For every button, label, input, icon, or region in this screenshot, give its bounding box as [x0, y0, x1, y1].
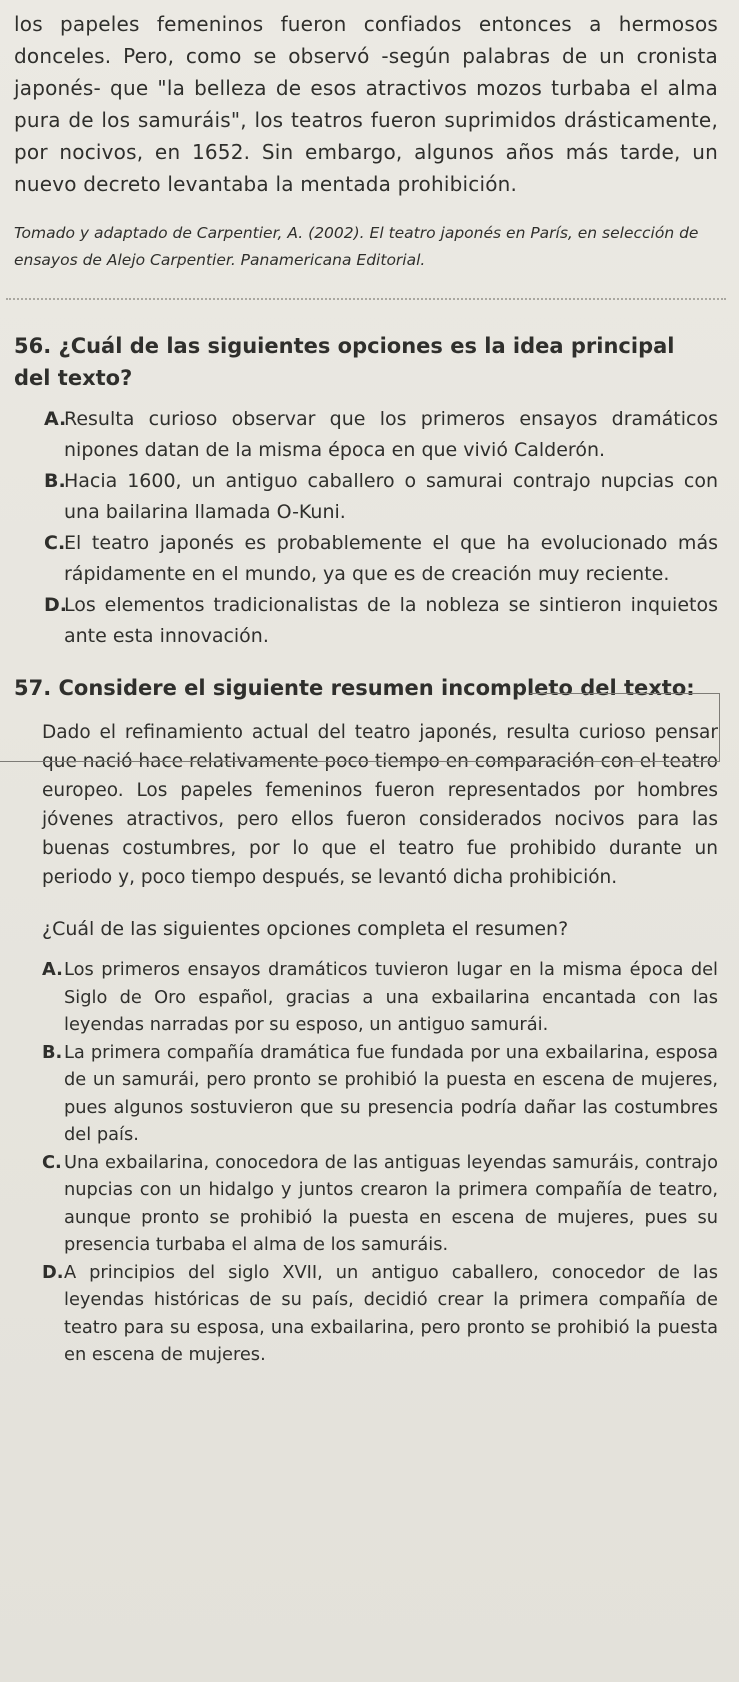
question-57 — [14, 672, 718, 1369]
q56-option-a[interactable] — [14, 404, 718, 466]
q56-option-c-text: El teatro japonés es probablemente el que ha evolucionado más rápidamente en el mundo, ya que es de creación muy reciente. — [64, 532, 718, 585]
q56-option-c-letter: C. — [44, 532, 66, 554]
q57-option-c-letter: C. — [42, 1151, 62, 1173]
q57-option-b[interactable] — [14, 1039, 718, 1149]
scan-box-line-top — [530, 693, 720, 694]
question-57-prompt: 57. Considere el siguiente resumen incompleto del texto: — [14, 676, 695, 700]
passage-source: Tomado y adaptado de Carpentier, A. (2002). El teatro japonés en París, en selección de ensayos de Alejo Carpentier. Panamericana Editorial. — [14, 224, 699, 269]
scan-box-line-right — [719, 693, 720, 761]
q57-option-b-letter: B. — [42, 1041, 63, 1063]
q57-option-a[interactable] — [14, 956, 718, 1039]
q56-option-a-text: Resulta curioso observar que los primeros ensayos dramáticos nipones datan de la misma época en que vivió Calderón. — [64, 408, 718, 461]
question-56-prompt: 56. ¿Cuál de las siguientes opciones es la idea principal del texto? — [14, 334, 675, 390]
q56-option-d[interactable] — [14, 590, 718, 652]
section-divider — [6, 298, 726, 300]
passage-text: los papeles femeninos fueron confiados entonces a hermosos donceles. Pero, como se observó -según palabras de un cronista japonés- que "la belleza de esos atractivos mozos turbaba el alma pura de los samuráis", los teatros fueron suprimidos drásticamente, por nocivos, en 1652. Sin embargo, algunos años más tarde, un nuevo decreto levantaba la mentada prohibición. — [14, 12, 718, 196]
q57-option-a-letter: A. — [42, 959, 63, 980]
q56-option-b[interactable] — [14, 466, 718, 528]
q56-option-d-letter: D. — [44, 594, 67, 616]
q56-option-b-letter: B. — [44, 470, 66, 492]
q57-option-d-text: A principios del siglo XVII, un antiguo caballero, conocedor de las leyendas históricas de su país, decidió crear la primera compañía de teatro para su esposa, una exbailarina, pero pronto se prohibió la puesta en escena de mujeres. — [64, 1261, 718, 1365]
page-content — [14, 8, 718, 1369]
q56-option-b-text: Hacia 1600, un antiguo caballero o samurai contrajo nupcias con una bailarina llamada O-Kuni. — [64, 470, 718, 523]
q57-option-d-letter: D. — [42, 1261, 64, 1283]
scan-box-line-bottom — [0, 761, 720, 762]
incomplete-summary: Dado el refinamiento actual del teatro japonés, resulta curioso pensar que nació hace relativamente poco tiempo en comparación con el teatro europeo. Los papeles femeninos fueron representados por hombres jóvenes atractivos, pero ellos fueron considerados nocivos para las buenas costumbres, por lo que el teatro fue prohibido durante un periodo y, poco tiempo después, se levantó dicha prohibición. — [42, 722, 718, 888]
q56-option-c[interactable] — [14, 528, 718, 590]
q56-option-d-text: Los elementos tradicionalistas de la nobleza se sintieron inquietos ante esta innovación. — [64, 594, 718, 647]
q57-option-a-text: Los primeros ensayos dramáticos tuvieron lugar en la misma época del Siglo de Oro español, gracias a una exbailarina encantada con las leyendas narradas por su esposo, un antiguo samurái. — [64, 959, 718, 1035]
question-57-options — [14, 956, 718, 1369]
q57-option-b-text: La primera compañía dramática fue fundada por una exbailarina, esposa de un samurái, pero pronto se prohibió la puesta en escena de mujeres, pues algunos sostuvieron que su presencia podría dañar las costumbres del país. — [64, 1041, 718, 1145]
q57-option-c-text: Una exbailarina, conocedora de las antiguas leyendas samuráis, contrajo nupcias con un hidalgo y juntos crearon la primera compañía de teatro, aunque pronto se prohibió la puesta en escena de mujeres, pues su presencia turbaba el alma de los samuráis. — [64, 1151, 718, 1255]
q57-option-c[interactable] — [14, 1149, 718, 1259]
q56-option-a-letter: A. — [44, 408, 67, 430]
q57-option-d[interactable] — [14, 1259, 718, 1369]
question-57-subprompt: ¿Cuál de las siguientes opciones completa el resumen? — [42, 918, 569, 940]
question-56-options — [14, 404, 718, 652]
question-56 — [14, 330, 718, 652]
